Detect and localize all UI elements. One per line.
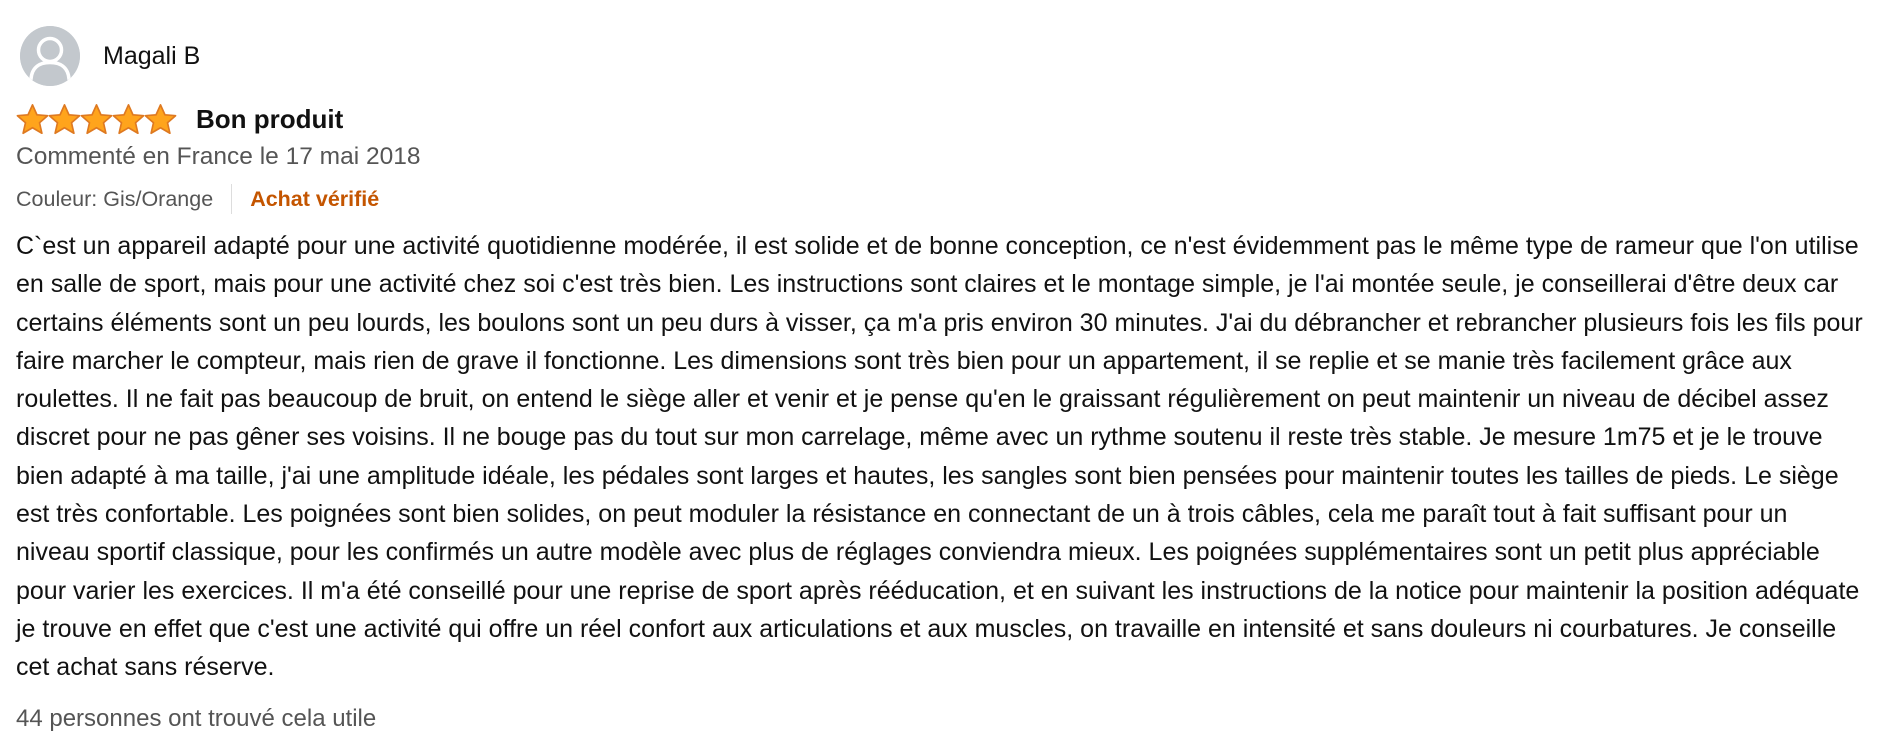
verified-purchase-badge: Achat vérifié [250, 186, 380, 211]
review-title-row [16, 103, 343, 135]
star-icon [112, 103, 145, 135]
author-name[interactable]: Magali B [103, 41, 201, 70]
star-icon [80, 103, 113, 135]
meta-divider [231, 184, 232, 214]
helpful-count: 44 personnes ont trouvé cela utile [16, 705, 377, 732]
variant-link[interactable]: Couleur: Gis/Orange [16, 186, 214, 211]
avatar-icon[interactable] [20, 26, 80, 86]
star-icon [16, 103, 49, 135]
review-body: C`est un appareil adapté pour une activité quotidienne modérée, il est solide et de bonne conception, ce n'est évidemment pas le même type de rameur que l'on utilise en salle de sport, mais pour une activité chez soi c'est très bien. Les instructions sont claires et le montage simple, je l'ai montée seule, je conseillerai d'être deux car certains éléments sont un peu lourds, les boulons sont un peu durs à visser, ça m'a pris environ 30 minutes. J'ai du débrancher et rebrancher plusieurs fois les fils pour faire marcher le compteur, mais rien de grave il fonctionne. Les dimensions sont très bien pour un appartement, il se replie et se manie très facilement grâce aux roulettes. Il ne fait pas beaucoup de bruit, on entend le siège aller et venir et je pense qu'en le graissant régulièrement on peut maintenir un niveau de décibel assez discret pour ne pas gêner ses voisins. Il ne bouge pas du tout sur mon carrelage, même avec un rythme soutenu il reste très stable. Je mesure 1m75 et je le trouve bien adapté à ma taille, j'ai une amplitude idéale, les pédales sont larges et hautes, les sangles sont bien pensées pour maintenir toutes les tailles de pieds. Le siège est très confortable. Les poignées sont bien solides, on peut moduler la résistance en connectant de un à trois câbles, cela me paraît tout à fait suffisant pour un niveau sportif classique, pour les confirmés un autre modèle avec plus de réglages conviendra mieux. Les poignées supplémentaires sont un petit plus appréciable pour varier les exercices. Il m'a été conseillé pour une reprise de sport après rééducation, et en suivant les instructions de la notice pour maintenir la position adéquate je trouve en effet que c'est une activité qui offre un réel confort aux articulations et aux muscles, on travaille en intensité et sans douleurs ni courbatures. Je conseille cet achat sans réserve. [16, 232, 1863, 682]
review-meta [16, 184, 379, 214]
review-title[interactable]: Bon produit [196, 103, 344, 134]
star-icon [144, 103, 177, 135]
star-icon [48, 103, 81, 135]
review-author[interactable] [20, 26, 200, 86]
review-date: Commenté en France le 17 mai 2018 [16, 143, 421, 170]
star-rating[interactable] [16, 103, 176, 135]
